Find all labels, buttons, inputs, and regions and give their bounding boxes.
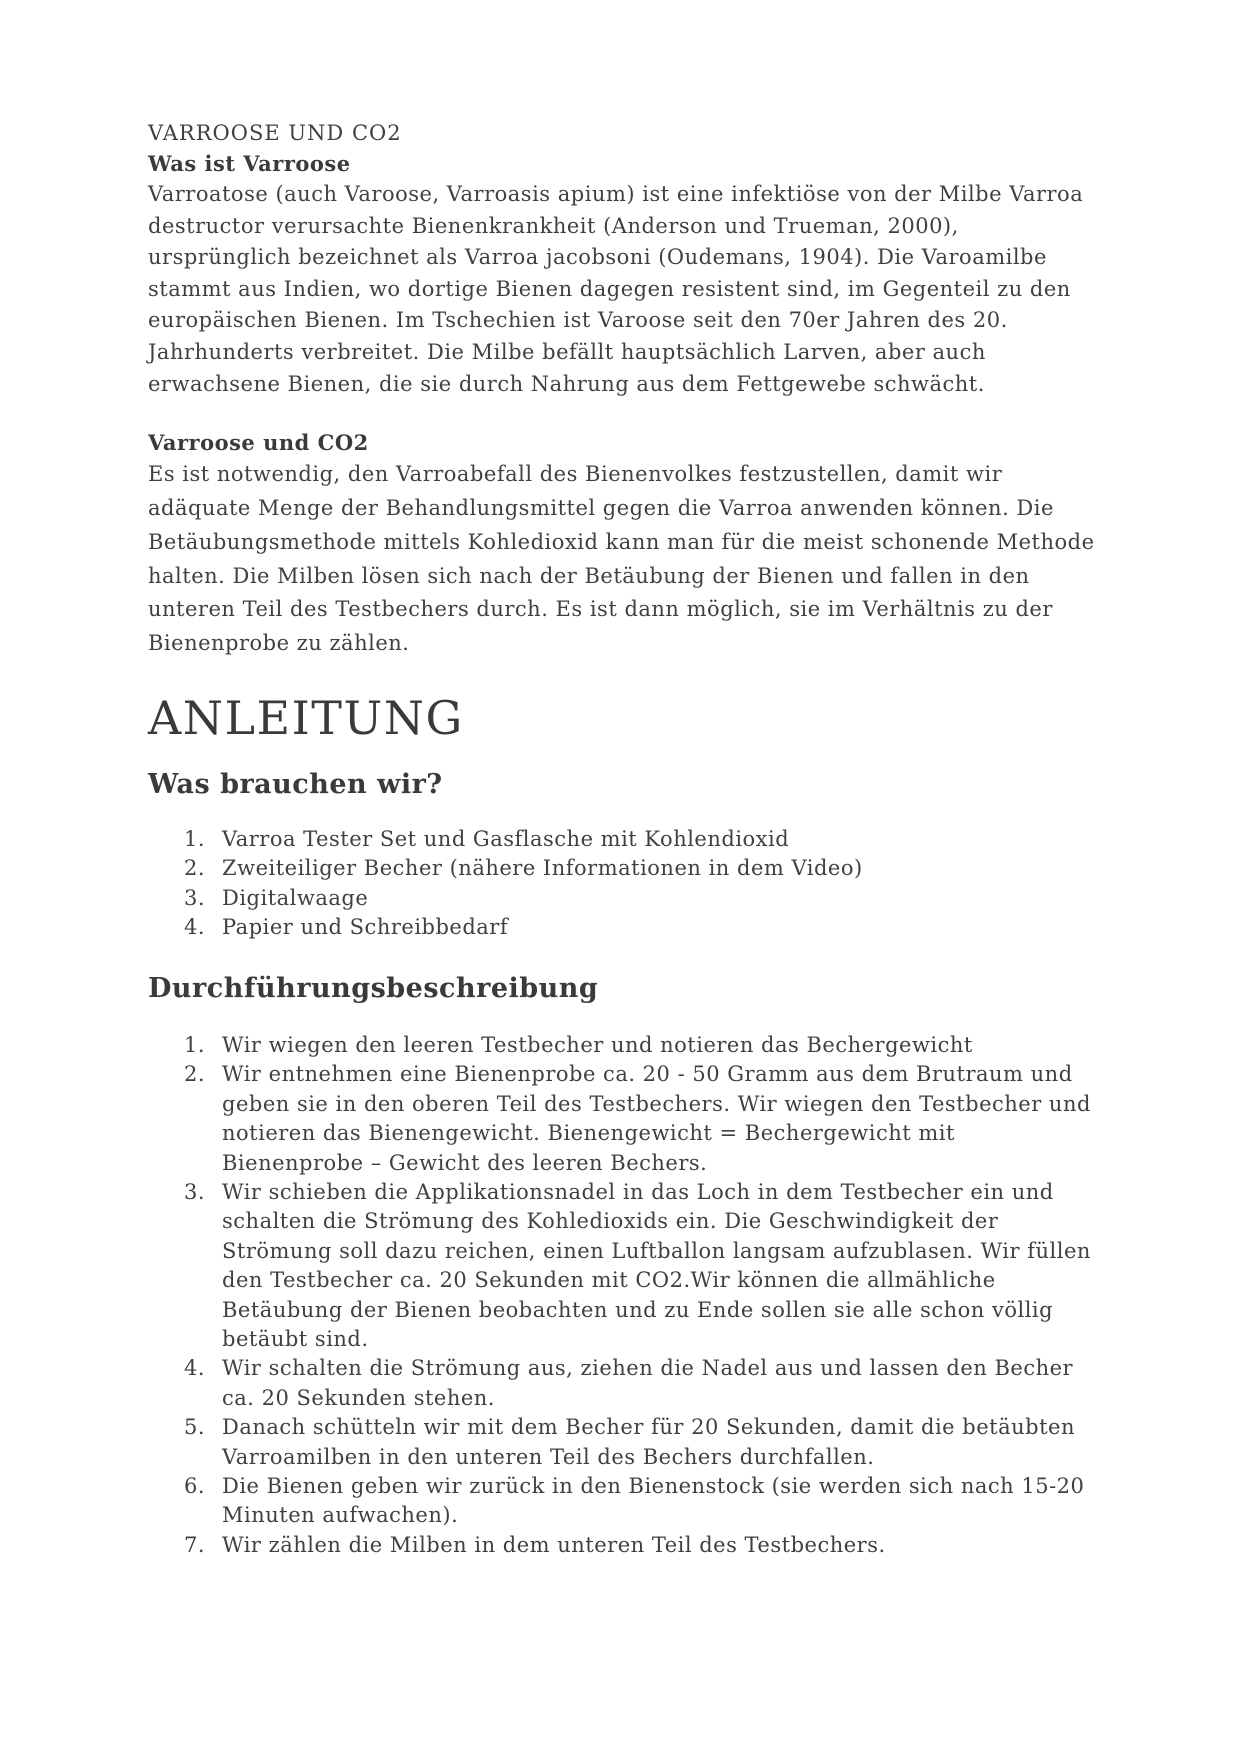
list-text: Danach schütteln wir mit dem Becher für 20 Sekunden, damit die betäubten Varroamilben in den unteren Teil des Bechers durchfallen. (222, 1415, 1075, 1469)
heading-anleitung: ANLEITUNG (148, 690, 464, 745)
list-number: 6. (184, 1474, 206, 1499)
paragraph-was-ist-varroose: Varroatose (auch Varoose, Varroasis apium) ist eine infektiöse von der Milbe Varroa destructor verursachte Bienenkrankheit (Anderson und Trueman, 2000), ursprünglich bezeichnet als Varroa jacobsoni (Oudemans, 1904). Die Varoamilbe stammt aus Indien, wo dortige Bienen dagegen resistent sind, im Gegenteil zu den europäischen Bienen. Im Tschechien ist Varoose seit den 70er Jahren des 20. Jahrhunderts verbreitet. Die Milbe befällt hauptsächlich Larven, aber auch erwachsene Bienen, die sie durch Nahrung aus dem Fettgewebe schwächt. (148, 182, 1084, 396)
list-item (148, 1060, 1098, 1178)
heading-was-ist-varroose: Was ist Varroose (148, 151, 351, 176)
document-title: VARROOSE UND CO2 (148, 121, 402, 145)
procedure-list (148, 1031, 1098, 1560)
list-text: Wir schalten die Strömung aus, ziehen die Nadel aus und lassen den Becher ca. 20 Sekunden stehen. (222, 1356, 1074, 1410)
spacer (148, 400, 1098, 428)
heading-procedure: Durchführungsbeschreibung (148, 972, 599, 1004)
list-item (148, 1354, 1098, 1413)
list-item (148, 1531, 1098, 1560)
list-number: 4. (184, 915, 206, 940)
heading-varroose-und-co2: Varroose und CO2 (148, 430, 369, 456)
list-item (148, 884, 1098, 914)
list-item (148, 825, 1098, 855)
list-text: Zweiteiliger Becher (nähere Informationen in dem Video) (222, 856, 863, 881)
heading-materials: Was brauchen wir? (148, 768, 443, 800)
list-text: Digitalwaage (222, 885, 369, 910)
list-text: Die Bienen geben wir zurück in den Bienenstock (sie werden sich nach 15-20 Minuten aufwachen). (222, 1474, 1085, 1528)
document-page (148, 118, 1098, 1560)
list-number: 7. (184, 1532, 206, 1557)
materials-list (148, 825, 1098, 943)
list-number: 1. (184, 826, 206, 851)
list-text: Wir zählen die Milben in dem unteren Teil des Testbechers. (222, 1532, 886, 1557)
list-text: Papier und Schreibbedarf (222, 915, 509, 940)
list-item (148, 1413, 1098, 1472)
list-text: Wir schieben die Applikationsnadel in das Loch in dem Testbecher ein und schalten die Strömung des Kohledioxids ein. Die Geschwindigkeit der Strömung soll dazu reichen, einen Luftballon langsam aufzublasen. Wir füllen den Testbecher ca. 20 Sekunden mit CO2.Wir können die allmähliche Betäubung der Bienen beobachten und zu Ende sollen sie alle schon völlig betäubt sind. (222, 1179, 1091, 1351)
list-number: 2. (184, 856, 206, 881)
list-number: 3. (184, 1179, 206, 1204)
list-number: 3. (184, 885, 206, 910)
list-text: Wir entnehmen eine Bienenprobe ca. 20 - 50 Gramm aus dem Brutraum und geben sie in den oberen Teil des Testbechers. Wir wiegen den Testbecher und notieren das Bienengewicht. Bienengewicht = Bechergewicht mit Bienenprobe – Gewicht des leeren Bechers. (222, 1062, 1091, 1175)
list-text: Varroa Tester Set und Gasflasche mit Kohlendioxid (222, 826, 790, 851)
list-item (148, 913, 1098, 943)
list-item (148, 1472, 1098, 1531)
list-text: Wir wiegen den leeren Testbecher und notieren das Bechergewicht (222, 1032, 973, 1057)
list-item (148, 1178, 1098, 1354)
list-number: 5. (184, 1415, 206, 1440)
list-number: 1. (184, 1032, 206, 1057)
paragraph-varroose-und-co2: Es ist notwendig, den Varroabefall des Bienenvolkes festzustellen, damit wir adäquate Menge der Behandlungsmittel gegen die Varroa anwenden können. Die Betäubungsmethode mittels Kohledioxid kann man für die meist schonende Methode halten. Die Milben lösen sich nach der Betäubung der Bienen und fallen in den unteren Teil des Testbechers durch. Es ist dann möglich, sie im Verhältnis zu der Bienenprobe zu zählen. (148, 462, 1095, 656)
list-item (148, 1031, 1098, 1060)
list-number: 4. (184, 1356, 206, 1381)
list-item (148, 854, 1098, 884)
list-number: 2. (184, 1062, 206, 1087)
